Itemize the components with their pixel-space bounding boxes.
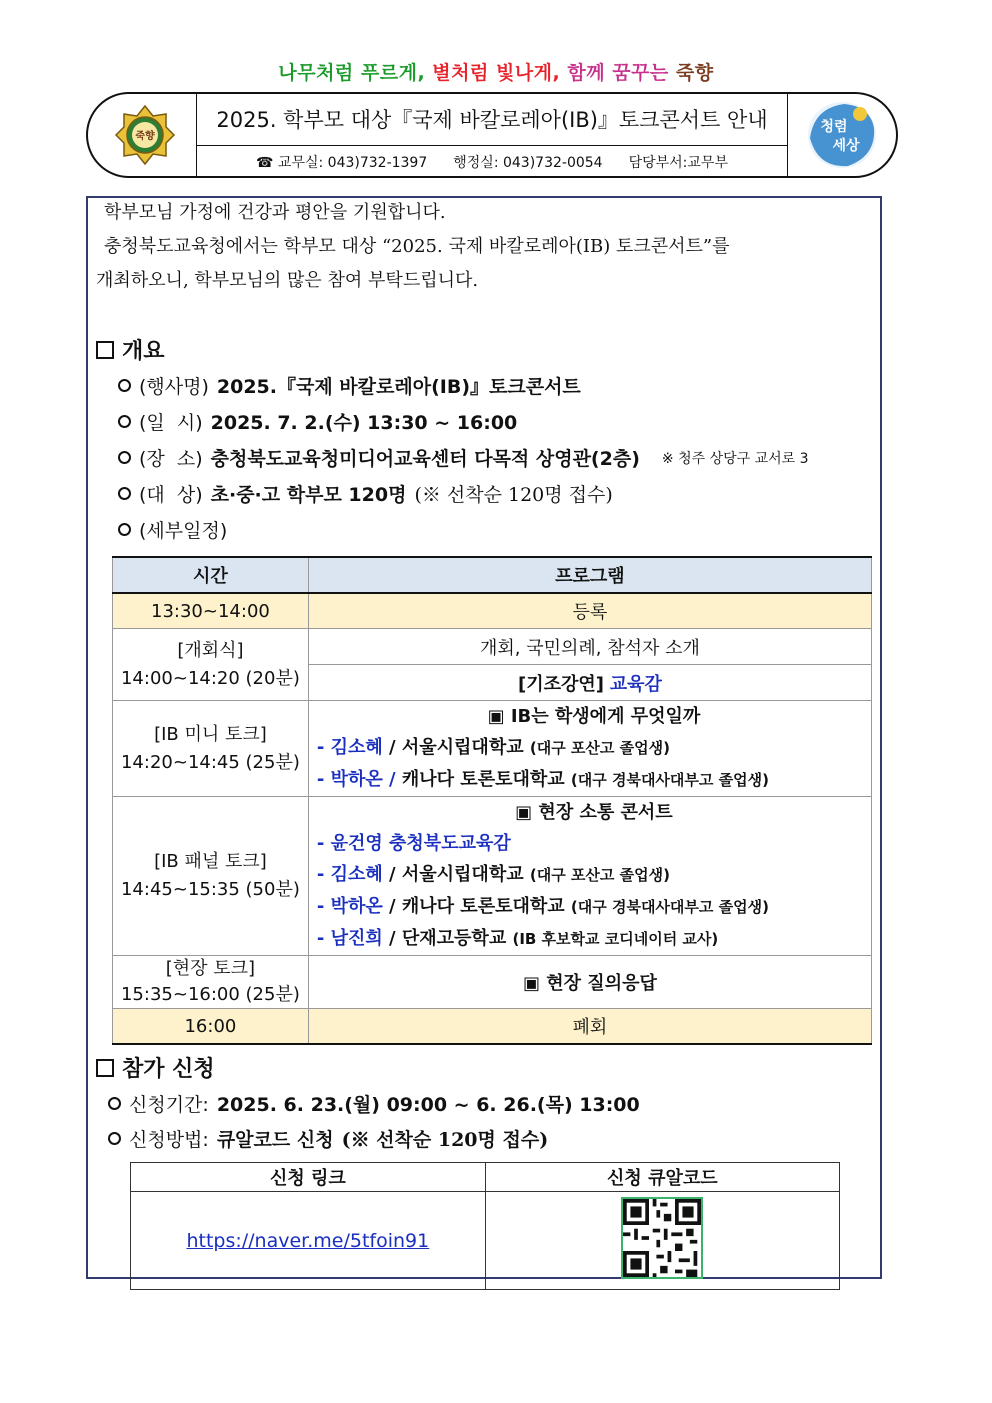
closing-time: 16:00 bbox=[113, 1009, 309, 1045]
panel-talk-topic: ▣ 현장 소통 콘서트 bbox=[515, 802, 673, 823]
closing-program: 폐회 bbox=[308, 1009, 871, 1045]
speaker-note: (대구 경북대사대부고 졸업생) bbox=[570, 771, 769, 789]
event-place-note: ※ 청주 상당구 교서로 3 bbox=[661, 450, 809, 467]
apply-table-row bbox=[131, 1192, 840, 1290]
speaker-note: (대구 포산고 졸업생) bbox=[529, 866, 670, 884]
mini-talk-speaker-1 bbox=[317, 732, 871, 764]
opening-program-1: 개회, 국민의례, 참석자 소개 bbox=[308, 629, 871, 665]
speaker-name: - 김소혜 bbox=[316, 864, 383, 885]
field-talk-range: 15:35~16:00 (25분) bbox=[120, 984, 300, 1005]
speaker-org: / 서울시립대학교 bbox=[382, 737, 530, 758]
schedule-label: (세부일정) bbox=[139, 520, 228, 542]
speaker-note: (대구 경북대사대부고 졸업생) bbox=[570, 898, 769, 916]
mini-talk-program bbox=[308, 701, 871, 797]
bullet-circle-icon bbox=[118, 379, 131, 392]
event-target-item bbox=[118, 480, 613, 507]
apply-link[interactable]: https://naver.me/5tfoin91 bbox=[186, 1229, 430, 1252]
apply-method-note: (※ 선착순 120명 접수) bbox=[341, 1129, 549, 1151]
speaker-name: - 박하온 / bbox=[316, 769, 396, 790]
opening-program-2 bbox=[308, 665, 871, 701]
document-header bbox=[86, 92, 898, 178]
schedule-table bbox=[112, 556, 872, 1045]
office-phone bbox=[256, 152, 427, 172]
col-header-qr: 신청 큐알코드 bbox=[485, 1163, 839, 1192]
overview-heading-text: 개요 bbox=[122, 339, 165, 364]
apply-heading bbox=[96, 1052, 215, 1083]
table-row bbox=[113, 629, 872, 665]
checkbox-square-icon bbox=[96, 1059, 114, 1077]
col-header-time: 시간 bbox=[113, 557, 309, 593]
opening-time-cell bbox=[113, 629, 309, 701]
apply-period-label: 신청기간: bbox=[129, 1094, 209, 1116]
table-row bbox=[113, 1009, 872, 1045]
panel-speaker-3 bbox=[317, 923, 871, 955]
keynote-label: [기조강연] bbox=[517, 673, 604, 695]
overview-heading bbox=[96, 334, 165, 365]
event-name-item bbox=[118, 372, 581, 399]
intro-text bbox=[96, 196, 876, 298]
table-row bbox=[113, 701, 872, 797]
event-target-value: 초·중·고 학부모 120명 bbox=[210, 484, 407, 506]
office-phone-text: 교무실: 043)732-1397 bbox=[277, 155, 428, 171]
panel-talk-program bbox=[308, 797, 871, 956]
apply-period-item bbox=[108, 1090, 640, 1117]
speaker-note: (대구 포산고 졸업생) bbox=[529, 739, 670, 757]
phone-icon: ☎ bbox=[256, 155, 274, 171]
apply-qr-cell bbox=[485, 1192, 839, 1290]
registration-program: 등록 bbox=[308, 593, 871, 629]
mini-talk-title: [IB 미니 토크] bbox=[154, 723, 267, 745]
apply-period-value: 2025. 6. 23.(월) 09:00 ~ 6. 26.(목) 13:00 bbox=[216, 1094, 640, 1116]
document-title: 2025. 학부모 대상『국제 바칼로레아(IB)』토크콘서트 안내 bbox=[196, 92, 788, 146]
apply-method-value: 큐알코드 신청 bbox=[216, 1129, 334, 1151]
logo-text-1: 청렴 bbox=[820, 119, 848, 135]
apply-table-header bbox=[131, 1163, 840, 1192]
panel-speaker-2 bbox=[317, 891, 871, 923]
slogan-part-3: 함께 꿈꾸는 bbox=[567, 62, 669, 84]
apply-method-item bbox=[108, 1125, 548, 1152]
event-date-value: 2025. 7. 2.(수) 13:30 ~ 16:00 bbox=[210, 412, 518, 434]
table-row bbox=[113, 956, 872, 1009]
slogan bbox=[0, 58, 992, 85]
speaker-org: / 캐나다 토론토대학교 bbox=[382, 896, 571, 917]
slogan-part-1: 나무처럼 푸르게, bbox=[278, 62, 426, 84]
qr-code-icon[interactable] bbox=[621, 1197, 703, 1279]
col-header-link: 신청 링크 bbox=[131, 1163, 486, 1192]
event-place-item bbox=[118, 444, 809, 471]
logo-text-2: 세상 bbox=[832, 138, 860, 154]
intro-line-1: 학부모님 가정에 건강과 평안을 기원합니다. bbox=[104, 202, 446, 223]
bullet-circle-icon bbox=[118, 451, 131, 464]
bullet-circle-icon bbox=[118, 523, 131, 536]
apply-method-label: 신청방법: bbox=[129, 1129, 209, 1151]
apply-heading-text: 참가 신청 bbox=[122, 1057, 215, 1082]
field-talk-time-cell bbox=[113, 956, 309, 1009]
event-place-label: (장 소) bbox=[139, 448, 203, 470]
event-target-label: (대 상) bbox=[139, 484, 203, 506]
speaker-name: - 김소혜 bbox=[316, 737, 383, 758]
panel-talk-title: [IB 패널 토크] bbox=[154, 851, 267, 872]
field-talk-program: ▣ 현장 질의응답 bbox=[308, 956, 871, 1009]
bullet-circle-icon bbox=[118, 487, 131, 500]
table-row bbox=[113, 593, 872, 629]
bullet-circle-icon bbox=[108, 1132, 121, 1145]
checkbox-square-icon bbox=[96, 341, 114, 359]
event-date-item bbox=[118, 408, 517, 435]
school-emblem-icon bbox=[114, 104, 176, 166]
speaker-note: (IB 후보학교 코디네이터 교사) bbox=[512, 930, 719, 948]
slogan-part-2: 별처럼 빛나게, bbox=[432, 62, 561, 84]
intro-line-3: 개최하오니, 학부모님의 많은 참여 부탁드립니다. bbox=[96, 270, 479, 291]
speaker-name: - 남진희 bbox=[316, 928, 383, 949]
panel-talk-time-cell bbox=[113, 797, 309, 956]
field-talk-title: [현장 토크] bbox=[165, 958, 256, 979]
event-date-label: (일 시) bbox=[139, 412, 203, 434]
intro-line-2: 충청북도교육청에서는 학부모 대상 “2025. 국제 바칼로레아(IB) 토크콘서트”를 bbox=[104, 236, 730, 257]
bullet-circle-icon bbox=[108, 1097, 121, 1110]
integrity-logo-icon bbox=[804, 98, 880, 172]
panel-speaker-0: - 윤건영 충청북도교육감 bbox=[316, 833, 511, 854]
registration-time: 13:30~14:00 bbox=[113, 593, 309, 629]
slogan-part-4: 죽향 bbox=[675, 62, 714, 84]
schedule-item bbox=[118, 516, 227, 543]
contact-info bbox=[196, 146, 788, 178]
apply-table bbox=[130, 1162, 840, 1290]
speaker-org: / 단재고등학교 bbox=[382, 928, 513, 949]
mini-talk-range: 14:20~14:45 (25분) bbox=[120, 751, 300, 773]
event-name-label: (행사명) bbox=[139, 376, 209, 398]
table-row bbox=[113, 797, 872, 956]
event-place-value: 충청북도교육청미디어교육센터 다목적 상영관(2층) bbox=[210, 448, 640, 470]
col-header-program: 프로그램 bbox=[308, 557, 871, 593]
opening-time-range: 14:00~14:20 (20분) bbox=[120, 667, 300, 689]
speaker-org: 캐나다 토론토대학교 bbox=[395, 769, 571, 790]
panel-talk-range: 14:45~15:35 (50분) bbox=[120, 879, 300, 900]
keynote-speaker: 교육감 bbox=[609, 673, 662, 695]
admin-phone: 행정실: 043)732-0054 bbox=[453, 155, 603, 171]
mini-talk-topic: ▣ IB는 학생에게 무엇일까 bbox=[487, 706, 701, 727]
mini-talk-speaker-2 bbox=[317, 764, 871, 796]
speaker-org: / 서울시립대학교 bbox=[382, 864, 530, 885]
event-name-value: 2025.『국제 바칼로레아(IB)』토크콘서트 bbox=[216, 376, 581, 398]
emblem-text: 죽향 bbox=[135, 131, 155, 142]
speaker-name: - 박하온 bbox=[316, 896, 383, 917]
department: 담당부서:교무부 bbox=[628, 155, 728, 171]
table-header-row bbox=[113, 557, 872, 593]
event-target-note: (※ 선착순 120명 접수) bbox=[414, 484, 613, 506]
mini-talk-time-cell bbox=[113, 701, 309, 797]
bullet-circle-icon bbox=[118, 415, 131, 428]
panel-speaker-1 bbox=[317, 859, 871, 891]
opening-time-title: [개회식] bbox=[177, 639, 244, 661]
apply-link-cell bbox=[131, 1192, 486, 1290]
